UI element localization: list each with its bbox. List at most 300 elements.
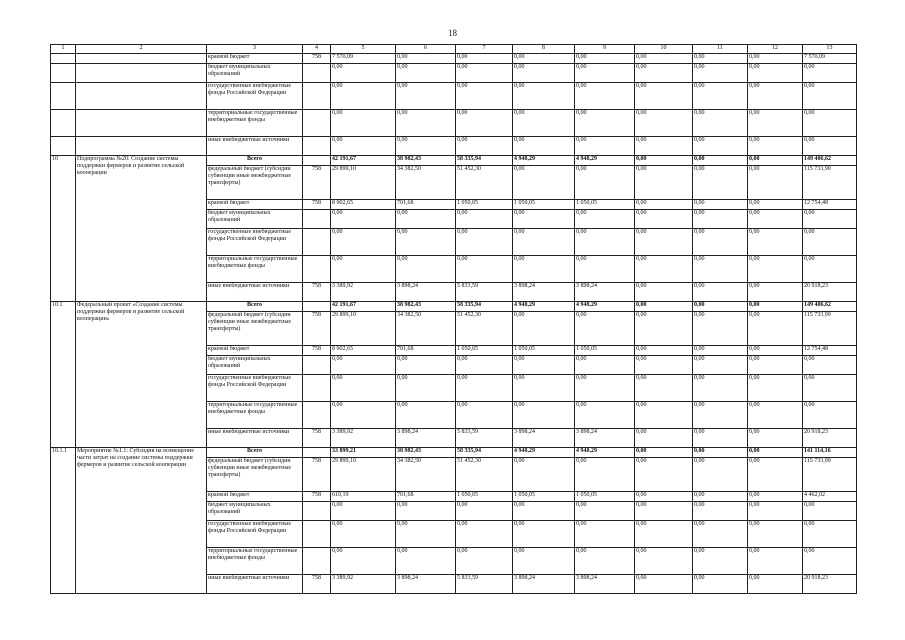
row-number-cell: 10.1 (51, 302, 76, 448)
amount-cell: 0,00 (635, 458, 693, 492)
amount-cell: 58 335,94 (456, 302, 513, 312)
amount-cell: 1 050,05 (456, 492, 513, 502)
col-header: 1 (51, 45, 76, 54)
amount-cell: 0,00 (331, 521, 396, 548)
amount-cell: 0,00 (513, 548, 575, 575)
amount-cell: 20 918,23 (803, 575, 857, 594)
col-header: 12 (748, 45, 803, 54)
grbs-code-cell: 758 (303, 283, 331, 302)
col-header: 3 (207, 45, 303, 54)
funding-source-cell: краевой бюджет (207, 54, 303, 64)
amount-cell: 8 902,65 (331, 200, 396, 210)
amount-cell: 0,00 (693, 448, 748, 458)
amount-cell: 0,00 (396, 521, 456, 548)
funding-source-cell: территориальные государственные внебюджетные фонды (207, 256, 303, 283)
amount-cell: 3 389,92 (331, 429, 396, 448)
amount-cell: 0,00 (693, 83, 748, 110)
amount-cell: 0,00 (748, 64, 803, 83)
funding-source-cell: Всего (207, 156, 303, 166)
amount-cell: 29 899,10 (331, 312, 396, 346)
amount-cell: 115 733,90 (803, 312, 857, 346)
amount-cell: 1 050,05 (456, 200, 513, 210)
amount-cell: 0,00 (513, 256, 575, 283)
program-title-cell: Федеральный проект «Создание системы поддержки фермеров и развитие сельской кооперации» (76, 302, 207, 448)
amount-cell: 0,00 (575, 521, 635, 548)
amount-cell: 0,00 (513, 137, 575, 156)
amount-cell: 3 898,24 (575, 429, 635, 448)
amount-cell: 0,00 (331, 256, 396, 283)
grbs-code-cell (303, 137, 331, 156)
amount-cell: 0,00 (396, 110, 456, 137)
amount-cell: 0,00 (803, 229, 857, 256)
amount-cell: 0,00 (635, 302, 693, 312)
funding-source-cell: государственные внебюджетные фонды Российской Федерации (207, 229, 303, 256)
amount-cell: 5 833,59 (456, 283, 513, 302)
grbs-code-cell (303, 210, 331, 229)
amount-cell: 0,00 (456, 521, 513, 548)
amount-cell: 0,00 (635, 137, 693, 156)
amount-cell: 0,00 (748, 110, 803, 137)
amount-cell: 0,00 (456, 110, 513, 137)
amount-cell: 0,00 (456, 210, 513, 229)
amount-cell: 149 406,62 (803, 156, 857, 166)
amount-cell: 3 898,24 (396, 283, 456, 302)
amount-cell: 149 406,62 (803, 302, 857, 312)
amount-cell: 0,00 (396, 210, 456, 229)
grbs-code-cell: 758 (303, 312, 331, 346)
amount-cell: 0,00 (693, 256, 748, 283)
amount-cell: 0,00 (456, 502, 513, 521)
funding-source-cell: государственные внебюджетные фонды Российской Федерации (207, 83, 303, 110)
amount-cell: 34 382,50 (396, 166, 456, 200)
amount-cell: 0,00 (575, 110, 635, 137)
amount-cell: 141 114,16 (803, 448, 857, 458)
amount-cell: 0,00 (513, 375, 575, 402)
amount-cell: 0,00 (748, 521, 803, 548)
amount-cell: 29 899,10 (331, 458, 396, 492)
program-title-cell: Мероприятие №1.1: Субсидия на возмещение части затрат на создание системы поддержки фермеров и развитие сельской кооперации (76, 448, 207, 594)
amount-cell: 0,00 (693, 502, 748, 521)
amount-cell: 3 898,24 (513, 283, 575, 302)
amount-cell: 1 050,05 (456, 346, 513, 356)
funding-source-cell: государственные внебюджетные фонды Российской Федерации (207, 521, 303, 548)
amount-cell: 0,00 (331, 356, 396, 375)
amount-cell: 0,00 (748, 429, 803, 448)
funding-source-cell: краевой бюджет (207, 492, 303, 502)
amount-cell: 0,00 (748, 156, 803, 166)
grbs-code-cell: 758 (303, 166, 331, 200)
table-row (51, 54, 857, 64)
amount-cell: 115 733,90 (803, 458, 857, 492)
funding-source-cell: бюджет муниципальных образований (207, 356, 303, 375)
amount-cell: 5 833,59 (456, 429, 513, 448)
amount-cell: 0,00 (803, 356, 857, 375)
amount-cell: 12 754,48 (803, 200, 857, 210)
amount-cell: 0,00 (693, 156, 748, 166)
col-header: 8 (513, 45, 575, 54)
amount-cell: 0,00 (748, 200, 803, 210)
funding-source-cell: территориальные государственные внебюджетные фонды (207, 110, 303, 137)
amount-cell: 0,00 (693, 458, 748, 492)
amount-cell: 0,00 (748, 54, 803, 64)
amount-cell: 0,00 (396, 402, 456, 429)
amount-cell: 0,00 (803, 210, 857, 229)
amount-cell: 0,00 (331, 502, 396, 521)
amount-cell: 0,00 (803, 375, 857, 402)
amount-cell: 0,00 (575, 137, 635, 156)
grbs-code-cell: 758 (303, 458, 331, 492)
amount-cell: 0,00 (513, 356, 575, 375)
amount-cell: 0,00 (693, 575, 748, 594)
amount-cell: 0,00 (456, 229, 513, 256)
amount-cell: 4 462,02 (803, 492, 857, 502)
amount-cell: 0,00 (693, 312, 748, 346)
table-row (51, 137, 857, 156)
amount-cell: 0,00 (575, 375, 635, 402)
amount-cell: 5 833,59 (456, 575, 513, 594)
grbs-code-cell (303, 110, 331, 137)
amount-cell: 1 050,05 (575, 200, 635, 210)
amount-cell: 0,00 (635, 521, 693, 548)
amount-cell: 0,00 (635, 448, 693, 458)
amount-cell: 0,00 (635, 229, 693, 256)
amount-cell: 0,00 (456, 64, 513, 83)
amount-cell: 0,00 (456, 256, 513, 283)
program-title-cell (76, 64, 207, 83)
amount-cell: 610,19 (331, 492, 396, 502)
funding-source-cell: федеральный бюджет (субсидии субвенции иные межбюджетные трансферты) (207, 458, 303, 492)
amount-cell: 4 948,29 (575, 302, 635, 312)
amount-cell: 115 733,90 (803, 166, 857, 200)
amount-cell: 0,00 (803, 502, 857, 521)
amount-cell: 20 918,23 (803, 429, 857, 448)
amount-cell: 0,00 (575, 548, 635, 575)
amount-cell: 0,00 (748, 210, 803, 229)
funding-source-cell: федеральный бюджет (субсидии субвенции иные межбюджетные трансферты) (207, 312, 303, 346)
amount-cell: 0,00 (748, 312, 803, 346)
amount-cell: 0,00 (396, 356, 456, 375)
grbs-code-cell (303, 256, 331, 283)
amount-cell: 0,00 (748, 83, 803, 110)
col-header: 5 (331, 45, 396, 54)
amount-cell: 4 948,29 (513, 302, 575, 312)
amount-cell: 0,00 (331, 402, 396, 429)
amount-cell: 51 452,30 (456, 312, 513, 346)
amount-cell: 0,00 (635, 200, 693, 210)
amount-cell: 0,00 (456, 375, 513, 402)
amount-cell: 0,00 (456, 54, 513, 64)
amount-cell: 0,00 (635, 502, 693, 521)
amount-cell: 0,00 (748, 346, 803, 356)
amount-cell: 0,00 (693, 200, 748, 210)
funding-source-cell: территориальные государственные внебюджетные фонды (207, 402, 303, 429)
program-title-cell: Подпрограмма №20: Создание системы поддержки фермеров и развитие сельской кооперации (76, 156, 207, 302)
amount-cell: 0,00 (456, 402, 513, 429)
amount-cell: 0,00 (748, 575, 803, 594)
amount-cell: 1 050,05 (513, 346, 575, 356)
amount-cell: 0,00 (693, 229, 748, 256)
amount-cell: 0,00 (331, 375, 396, 402)
amount-cell: 3 898,24 (575, 283, 635, 302)
amount-cell: 0,00 (331, 110, 396, 137)
funding-source-cell: иные внебюджетные источники (207, 575, 303, 594)
column-header-row (51, 45, 857, 54)
amount-cell: 0,00 (575, 229, 635, 256)
amount-cell: 0,00 (513, 110, 575, 137)
col-header: 11 (693, 45, 748, 54)
amount-cell: 38 982,43 (396, 448, 456, 458)
amount-cell: 38 982,43 (396, 302, 456, 312)
table-row (51, 110, 857, 137)
col-header: 10 (635, 45, 693, 54)
amount-cell: 0,00 (396, 64, 456, 83)
amount-cell: 34 382,50 (396, 312, 456, 346)
amount-cell: 701,68 (396, 346, 456, 356)
amount-cell: 0,00 (748, 375, 803, 402)
amount-cell: 0,00 (693, 548, 748, 575)
amount-cell: 0,00 (748, 492, 803, 502)
amount-cell: 0,00 (803, 110, 857, 137)
amount-cell: 0,00 (693, 110, 748, 137)
amount-cell: 0,00 (748, 356, 803, 375)
amount-cell: 0,00 (635, 575, 693, 594)
program-title-cell (76, 54, 207, 64)
amount-cell: 3 898,24 (396, 429, 456, 448)
amount-cell: 0,00 (635, 492, 693, 502)
funding-source-cell: иные внебюджетные источники (207, 429, 303, 448)
grbs-code-cell (303, 521, 331, 548)
amount-cell: 0,00 (331, 210, 396, 229)
amount-cell: 0,00 (331, 548, 396, 575)
funding-source-cell: бюджет муниципальных образований (207, 210, 303, 229)
amount-cell: 0,00 (748, 137, 803, 156)
amount-cell: 0,00 (635, 283, 693, 302)
amount-cell: 0,00 (575, 256, 635, 283)
amount-cell: 701,68 (396, 492, 456, 502)
amount-cell: 0,00 (748, 302, 803, 312)
funding-source-cell: государственные внебюджетные фонды Российской Федерации (207, 375, 303, 402)
grbs-code-cell: 758 (303, 429, 331, 448)
amount-cell: 0,00 (635, 548, 693, 575)
amount-cell: 51 452,30 (456, 166, 513, 200)
amount-cell: 0,00 (748, 502, 803, 521)
amount-cell: 0,00 (575, 64, 635, 83)
amount-cell: 0,00 (396, 256, 456, 283)
grbs-code-cell (303, 156, 331, 166)
amount-cell: 3 898,24 (396, 575, 456, 594)
amount-cell: 0,00 (693, 54, 748, 64)
amount-cell: 0,00 (513, 402, 575, 429)
funding-source-cell: Всего (207, 448, 303, 458)
funding-source-cell: бюджет муниципальных образований (207, 502, 303, 521)
amount-cell: 0,00 (396, 502, 456, 521)
amount-cell: 0,00 (575, 210, 635, 229)
amount-cell: 0,00 (693, 492, 748, 502)
col-header: 7 (456, 45, 513, 54)
amount-cell: 0,00 (575, 402, 635, 429)
amount-cell: 701,68 (396, 200, 456, 210)
amount-cell: 38 982,43 (396, 156, 456, 166)
amount-cell: 0,00 (635, 346, 693, 356)
amount-cell: 0,00 (748, 229, 803, 256)
funding-source-cell: федеральный бюджет (субсидии субвенции иные межбюджетные трансферты) (207, 166, 303, 200)
amount-cell: 0,00 (513, 166, 575, 200)
amount-cell: 42 191,67 (331, 156, 396, 166)
amount-cell: 0,00 (396, 375, 456, 402)
row-number-cell (51, 137, 76, 156)
grbs-code-cell: 758 (303, 346, 331, 356)
col-header: 2 (76, 45, 207, 54)
grbs-code-cell: 758 (303, 200, 331, 210)
col-header: 6 (396, 45, 456, 54)
amount-cell: 0,00 (693, 283, 748, 302)
amount-cell: 1 050,05 (513, 200, 575, 210)
grbs-code-cell (303, 356, 331, 375)
grbs-code-cell (303, 502, 331, 521)
amount-cell: 0,00 (803, 256, 857, 283)
row-number-cell: 10.1.1 (51, 448, 76, 594)
program-title-cell (76, 83, 207, 110)
amount-cell: 0,00 (635, 375, 693, 402)
amount-cell: 0,00 (635, 429, 693, 448)
amount-cell: 0,00 (803, 521, 857, 548)
amount-cell: 0,00 (575, 166, 635, 200)
amount-cell: 1 050,05 (575, 346, 635, 356)
row-number-cell (51, 110, 76, 137)
amount-cell: 0,00 (748, 166, 803, 200)
amount-cell: 4 948,29 (575, 448, 635, 458)
table-body (51, 45, 857, 594)
amount-cell: 3 898,24 (575, 575, 635, 594)
amount-cell: 0,00 (693, 166, 748, 200)
funding-source-cell: краевой бюджет (207, 200, 303, 210)
amount-cell: 0,00 (635, 256, 693, 283)
program-title-cell (76, 137, 207, 156)
amount-cell: 0,00 (396, 83, 456, 110)
amount-cell: 0,00 (635, 110, 693, 137)
amount-cell: 20 918,23 (803, 283, 857, 302)
amount-cell: 0,00 (693, 64, 748, 83)
grbs-code-cell (303, 64, 331, 83)
amount-cell: 0,00 (575, 356, 635, 375)
funding-source-cell: бюджет муниципальных образований (207, 64, 303, 83)
grbs-code-cell: 758 (303, 492, 331, 502)
amount-cell: 0,00 (635, 64, 693, 83)
funding-source-cell: Всего (207, 302, 303, 312)
program-title-cell (76, 110, 207, 137)
grbs-code-cell (303, 229, 331, 256)
amount-cell: 0,00 (575, 458, 635, 492)
amount-cell: 0,00 (693, 521, 748, 548)
amount-cell: 0,00 (748, 458, 803, 492)
amount-cell: 0,00 (748, 402, 803, 429)
amount-cell: 34 382,50 (396, 458, 456, 492)
amount-cell: 0,00 (635, 156, 693, 166)
amount-cell: 0,00 (575, 54, 635, 64)
amount-cell: 3 389,92 (331, 283, 396, 302)
table-row (51, 156, 857, 166)
amount-cell: 0,00 (513, 83, 575, 110)
amount-cell: 0,00 (748, 448, 803, 458)
grbs-code-cell (303, 83, 331, 110)
col-header: 4 (303, 45, 331, 54)
amount-cell: 7 570,09 (331, 54, 396, 64)
amount-cell: 0,00 (748, 256, 803, 283)
amount-cell: 0,00 (456, 548, 513, 575)
grbs-code-cell (303, 402, 331, 429)
table-row (51, 83, 857, 110)
funding-source-cell: иные внебюджетные источники (207, 283, 303, 302)
amount-cell: 58 335,94 (456, 156, 513, 166)
table-row (51, 302, 857, 312)
grbs-code-cell (303, 375, 331, 402)
amount-cell: 51 452,30 (456, 458, 513, 492)
amount-cell: 3 898,24 (513, 575, 575, 594)
amount-cell: 0,00 (803, 83, 857, 110)
amount-cell: 0,00 (575, 502, 635, 521)
amount-cell: 0,00 (513, 458, 575, 492)
table-row (51, 64, 857, 83)
amount-cell: 42 191,67 (331, 302, 396, 312)
amount-cell: 0,00 (803, 402, 857, 429)
amount-cell: 0,00 (635, 166, 693, 200)
amount-cell: 0,00 (803, 64, 857, 83)
amount-cell: 0,00 (331, 64, 396, 83)
amount-cell: 0,00 (635, 356, 693, 375)
amount-cell: 0,00 (396, 137, 456, 156)
amount-cell: 7 570,09 (803, 54, 857, 64)
amount-cell: 0,00 (513, 210, 575, 229)
amount-cell: 4 948,29 (575, 156, 635, 166)
amount-cell: 0,00 (575, 312, 635, 346)
amount-cell: 12 754,48 (803, 346, 857, 356)
amount-cell: 0,00 (456, 83, 513, 110)
amount-cell: 0,00 (396, 548, 456, 575)
amount-cell: 0,00 (513, 64, 575, 83)
amount-cell: 0,00 (396, 229, 456, 256)
grbs-code-cell (303, 548, 331, 575)
amount-cell: 4 948,29 (513, 448, 575, 458)
amount-cell: 3 898,24 (513, 429, 575, 448)
amount-cell: 0,00 (396, 54, 456, 64)
amount-cell: 0,00 (513, 312, 575, 346)
amount-cell: 0,00 (693, 302, 748, 312)
amount-cell: 0,00 (693, 402, 748, 429)
grbs-code-cell: 758 (303, 54, 331, 64)
amount-cell: 0,00 (331, 83, 396, 110)
amount-cell: 0,00 (693, 429, 748, 448)
amount-cell: 0,00 (513, 229, 575, 256)
amount-cell: 0,00 (513, 502, 575, 521)
amount-cell: 0,00 (513, 521, 575, 548)
funding-source-cell: территориальные государственные внебюджетные фонды (207, 548, 303, 575)
row-number-cell: 10 (51, 156, 76, 302)
amount-cell: 0,00 (803, 548, 857, 575)
amount-cell: 33 899,21 (331, 448, 396, 458)
amount-cell: 8 902,65 (331, 346, 396, 356)
page-number: 18 (448, 28, 457, 38)
amount-cell: 1 050,05 (513, 492, 575, 502)
amount-cell: 0,00 (575, 83, 635, 110)
amount-cell: 0,00 (456, 356, 513, 375)
amount-cell: 0,00 (693, 210, 748, 229)
row-number-cell (51, 64, 76, 83)
amount-cell: 0,00 (803, 137, 857, 156)
amount-cell: 0,00 (513, 54, 575, 64)
grbs-code-cell (303, 302, 331, 312)
amount-cell: 0,00 (331, 137, 396, 156)
amount-cell: 0,00 (635, 312, 693, 346)
